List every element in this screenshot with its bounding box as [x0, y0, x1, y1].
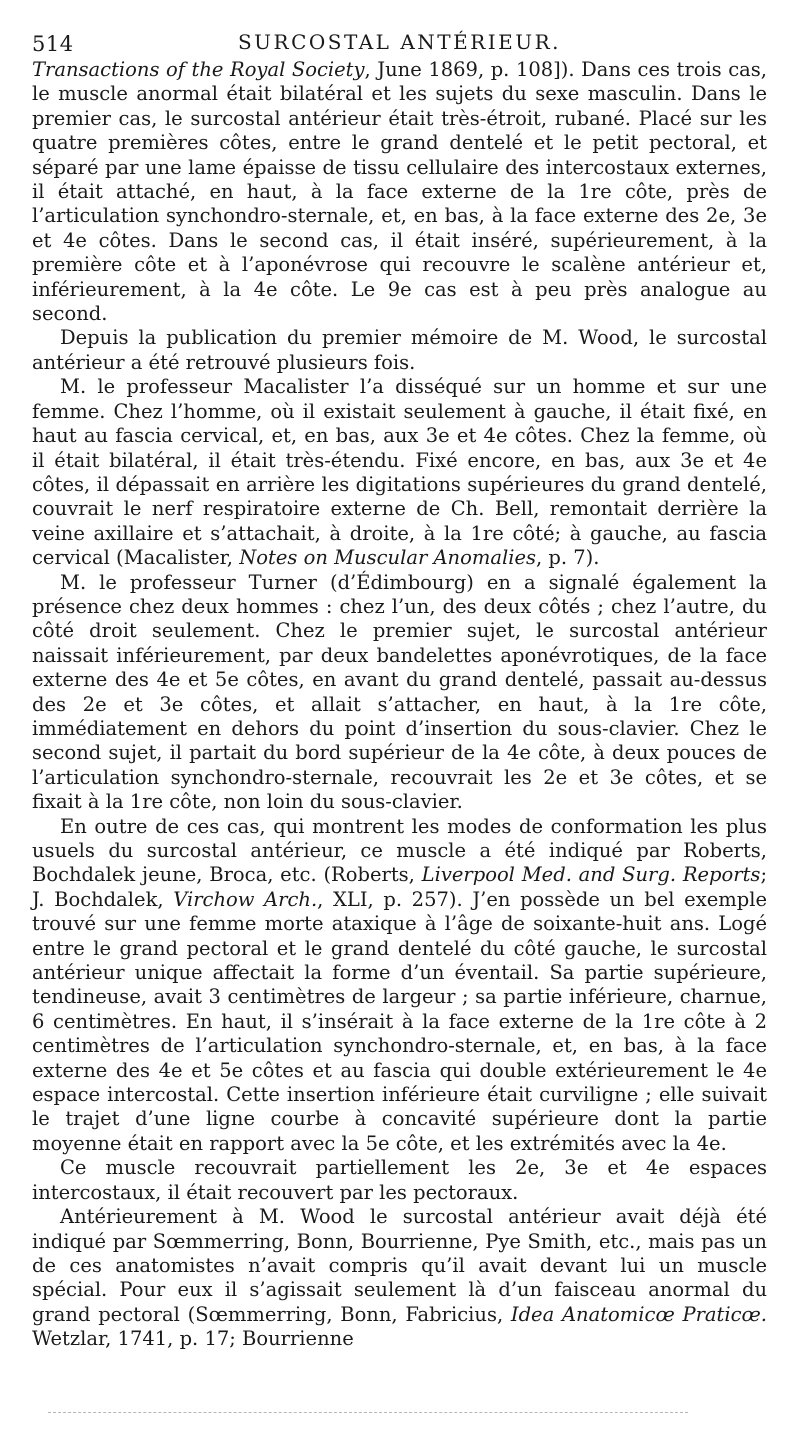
- text-run: Depuis la publication du premier mémoire de M. Wood, le surcostal antérieur a été retrouvé plusieurs fois.: [32, 326, 767, 374]
- text-run: M. le professeur Turner (d’Édimbourg) en a signalé également la présence chez deux hommes : chez l’un, des deux côtés ; chez l’autre, du côté droit seulement. Chez le premier sujet, le surcostal antérieur naissait inférieurement, par deux bandelettes aponévrotiques, de la face externe des 4e et 5e côtes, en avant du grand dentelé, passait au-dessus des 2e et 3e côtes, et allait s’attacher, en haut, à la 1re côte, immédiatement en dehors du point d’insertion du sous-clavier. Chez le second sujet, il partait du bord supérieur de la 4e côte, à deux pouces de l’articulation synchondro-sternale, recouvrait les 2e et 3e côtes, et se fixait à la 1re côte, non loin du sous-clavier.: [32, 570, 767, 814]
- text-run: Ce muscle recouvrait partiellement les 2e, 3e et 4e espaces intercostaux, il était recouvert par les pectoraux.: [32, 1156, 767, 1204]
- page-number: 514: [32, 32, 74, 56]
- paragraph: [32, 815, 767, 1157]
- paragraph: [32, 375, 767, 570]
- page-header: [32, 28, 767, 58]
- body-text: [32, 58, 767, 1352]
- text-run: , XLI, p. 257). J’en possède un bel exemple trouvé sur une femme morte ataxique à l’âge de soixante-huit ans. Logé entre le grand pectoral et le grand dentelé du côté gauche, le surcostal antérieur unique affectait la forme d’un éventail. Sa partie supérieure, tendineuse, avait 3 centimètres de largeur ; sa partie inférieure, charnue, 6 centimètres. En haut, il s’insérait à la face externe de la 1re côte à 2 centimètres de l’articulation synchondro-sternale, et, en bas, à la face externe des 4e et 5e côtes et au fascia qui double extérieurement le 4e espace intercostal. Cette insertion inférieure était curviligne ; elle suivait le trajet d’une ligne courbe à concavité supérieure dont la partie moyenne était en rapport avec la 5e côte, et les extrémités avec la 4e.: [32, 887, 767, 1155]
- italic-citation: Idea Anatomicœ Praticœ.: [510, 1302, 767, 1326]
- paragraph: [32, 326, 767, 375]
- text-run: ; J. Bochdalek,: [32, 863, 768, 911]
- text-run: , p. 7).: [536, 546, 600, 570]
- paragraph: [32, 571, 767, 815]
- italic-citation: Virchow Arch.: [173, 887, 318, 911]
- paragraph: [32, 1205, 767, 1351]
- paragraph: [32, 58, 767, 326]
- italic-citation: Transactions of the Royal Society: [32, 58, 365, 81]
- text-run: En outre de ces cas, qui montrent les modes de conformation les plus usuels du surcostal antérieur, ce muscle a été indiqué par Roberts, Bochdalek jeune, Broca, etc. (Roberts,: [32, 814, 767, 887]
- text-run: Antérieurement à M. Wood le surcostal antérieur avait déjà été indiqué par Sœmmerring, Bonn, Bourrienne, Pye Smith, etc., mais pas un de ces anatomistes n’avait compris qu’il avait devant lui un muscle spécial. Pour eux il s’agissait seulement là d’un faisceau anormal du grand pectoral (Sœmmerring, Bonn, Fabricius,: [32, 1205, 767, 1326]
- running-title: SURCOSTAL ANTÉRIEUR.: [237, 30, 562, 54]
- italic-citation: Liverpool Med. and Surg. Reports: [421, 863, 761, 887]
- italic-citation: Notes on Muscular Anomalies: [239, 546, 536, 570]
- text-run: Wetzlar, 1741, p. 17; Bourrienne: [32, 1327, 354, 1351]
- paragraph: [32, 1156, 767, 1205]
- text-run: , June 1869, p. 108]). Dans ces trois cas, le muscle anormal était bilatéral et les sujets du sexe masculin. Dans le premier cas, le surcostal antérieur était très-étroit, rubané. Placé sur les quatre premières côtes, entre le grand dentelé et le petit pectoral, et séparé par une lame épaisse de tissu cellulaire des intercostaux externes, il était attaché, en haut, à la face externe de la 1re côte, près de l’articulation synchondro-sternale, et, en bas, à la face externe des 2e, 3e et 4e côtes. Dans le second cas, il était inséré, supérieurement, à la première côte et à l’aponévrose qui recouvre le scalène antérieur et, inférieurement, à la 4e côte. Le 9e cas est à peu près analogue au second.: [32, 58, 767, 326]
- text-run: M. le professeur Macalister l’a disséqué sur un homme et sur une femme. Chez l’homme, où il existait seulement à gauche, il était fixé, en haut au fascia cervical, et, en bas, aux 3e et 4e côtes. Chez la femme, où il était bilatéral, il était très-étendu. Fixé encore, en bas, aux 3e et 4e côtes, il dépassait en arrière les digitations supérieures du grand dentelé, couvrait le nerf respiratoire externe de Ch. Bell, remontait derrière la veine axillaire et s’attachait, à droite, à la 1re côté; à gauche, au fascia cervical (Macalister,: [32, 375, 767, 570]
- bottom-dotted-rule: [48, 1412, 688, 1413]
